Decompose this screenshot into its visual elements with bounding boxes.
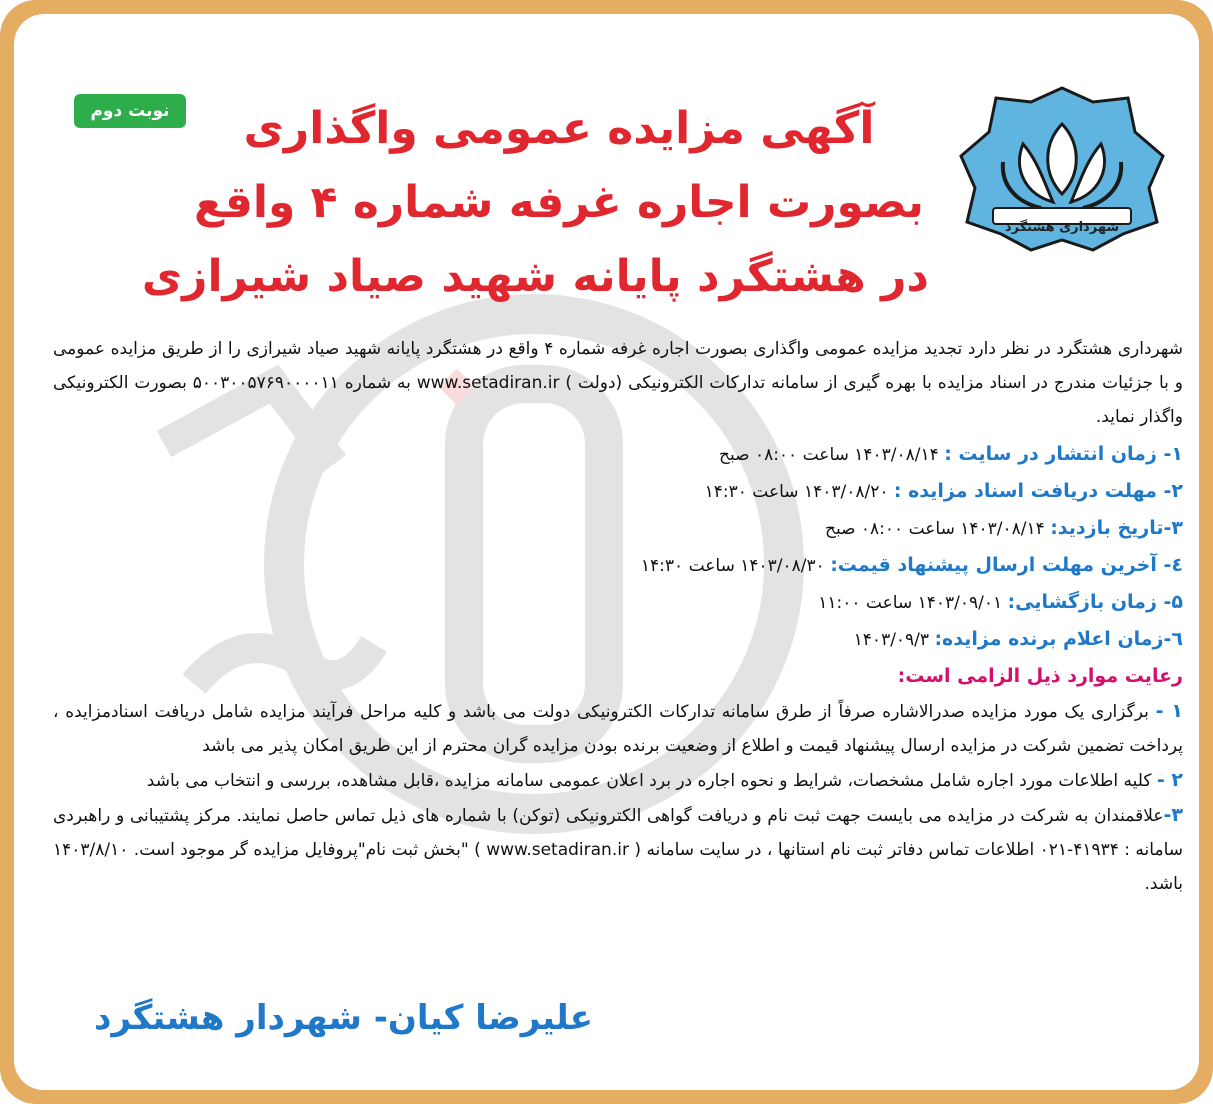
schedule-label: ٦-زمان اعلام برنده مزایده: [934,628,1183,650]
rule-item [53,798,1183,901]
notice-body [53,332,1183,901]
rules-heading: رعایت موارد ذیل الزامی است: [897,665,1183,687]
notice-title [141,92,929,314]
schedule-item [53,510,1183,547]
rule-text: علاقمندان به شرکت در مزایده می بایست جهت ثبت نام و دریافت گواهی الکترونیکی (توکن) با شماره های ذیل تماس حاصل نمایند. مرکز پشتیبانی و راهبردی سامانه : ۴۱۹۳۴-۰۲۱ اطلاعات تماس دفاتر ثبت نام استانها ، در سایت سامانه ( www.setadiran.ir ) "بخش ثبت نام"پروفایل مزایده گر موجود است. ۱۴۰۳/۸/۱۰ باشد. [53,806,1183,894]
title-line-3: در هشتگرد پایانه شهید صیاد شیرازی [141,251,929,302]
schedule-value: ۱۴۰۳/۰۸/۲۰ ساعت ۱۴:۳۰ [704,482,889,502]
schedule-value: ۱۴۰۳/۰۸/۳۰ ساعت ۱۴:۳۰ [640,556,825,576]
notice-panel [14,14,1199,1090]
round-badge: نوبت دوم [74,94,186,128]
schedule-value: ۱۴۰۳/۰۸/۱۴ ساعت ۰۸:۰۰ صبح [718,445,939,465]
schedule-item [53,621,1183,658]
rule-number: ۲ - [1156,769,1183,791]
rule-text: کلیه اطلاعات مورد اجاره شامل مشخصات، شرایط و نحوه اجاره در برد اعلان عمومی سامانه مزایده ،قابل مشاهده، بررسی و انتخاب می باشد [146,771,1152,791]
schedule-label: ۵- زمان بازگشایی: [1007,591,1183,613]
rule-number: ۱ - [1155,700,1183,722]
schedule-value: ۱۴۰۳/۰۸/۱۴ ساعت ۰۸:۰۰ صبح [824,519,1045,539]
schedule-item [53,436,1183,473]
schedule-item [53,547,1183,584]
schedule-list [53,436,1183,658]
schedule-label: ۳-تاریخ بازدید: [1050,517,1183,539]
schedule-item [53,473,1183,510]
rule-text: برگزاری یک مورد مزایده صدرالاشاره صرفاً از طرق سامانه تدارکات الکترونیکی دولت می باشد و کلیه مراحل فرآیند مزایده شامل دریافت اسنادمزایده ، پرداخت تضمین شرکت در مزایده ارسال پیشنهاد قیمت و اطلاع از وضعیت برنده بودن مزایده گران محترم از این طریق امکان پذیر می باشد [53,702,1183,756]
signature: علیرضا کیان- شهردار هشتگرد [94,998,593,1038]
schedule-value: ۱۴۰۳/۰۹/۳ [853,630,930,650]
rule-item [53,694,1183,763]
intro-paragraph: شهرداری هشتگرد در نظر دارد تجدید مزایده عمومی واگذاری بصورت اجاره غرفه شماره ۴ واقع در هشتگرد پایانه شهید صیاد شیرازی را از طریق مزایده عمومی و با جزئیات مندرج در اسناد مزایده با بهره گیری از سامانه تدارکات الکترونیکی (دولت ) www.setadiran.ir به شماره ۵۰۰۳۰۰۵۷۶۹۰۰۰۰۱۱ بصورت الکترونیکی واگذار نماید. [53,339,1183,427]
schedule-label: ۲- مهلت دریافت اسناد مزایده : [893,480,1183,502]
schedule-label: ٤- آخرین مهلت ارسال پیشنهاد قیمت: [830,554,1183,576]
rule-number: ۳- [1163,804,1183,826]
title-line-2: بصورت اجاره غرفه شماره ۴ واقع [194,177,924,228]
rule-item [53,763,1183,798]
schedule-item [53,584,1183,621]
title-line-1: آگهی مزایده عمومی واگذاری [243,103,875,154]
schedule-value: ۱۴۰۳/۰۹/۰۱ ساعت ۱۱:۰۰ [818,593,1003,613]
logo-caption: شهرداری هشتگرد [1004,220,1120,235]
schedule-label: ۱- زمان انتشار در سایت : [944,443,1183,465]
